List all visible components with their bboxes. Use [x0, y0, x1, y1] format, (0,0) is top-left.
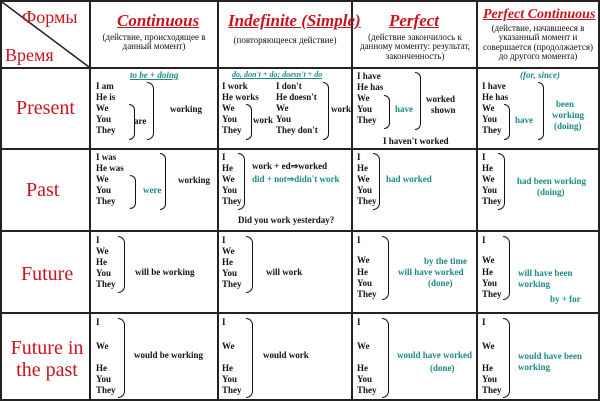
row-present: Present [16, 97, 75, 119]
header-simple: Indefinite (Simple) [228, 11, 361, 30]
row-future: Future [21, 263, 74, 285]
fitp-pcont-brace [503, 318, 510, 398]
future-perf-brace [382, 236, 389, 300]
past-pcont-phrase: had been working [517, 176, 587, 186]
present-perf-shown: shown [431, 105, 456, 115]
present-pcont-doing: (doing) [554, 121, 582, 131]
header-perfect-continuous-desc: (действие, начавшееся в указанный момент и совершается (продолжается) до другого момента) [483, 23, 593, 62]
grid-line [217, 0, 219, 401]
fitp-pcont-phrase: would have been working [518, 351, 583, 372]
future-simple-brace [246, 236, 253, 293]
fitp-perf-phrase: would have worked [397, 350, 473, 360]
present-perf-verb: worked [426, 94, 455, 104]
past-simple-brace [238, 153, 245, 210]
fitp-simple-phrase: would work [263, 350, 309, 360]
future-perf-done: (done) [428, 278, 453, 288]
present-perf-brace [384, 95, 390, 129]
present-cont-formula: to be + doing [130, 70, 179, 80]
past-perf-phrase: had worked [386, 174, 432, 184]
grid-line [351, 0, 353, 401]
past-simple-question: Did you work yesterday? [238, 215, 335, 225]
past-simple-rule-1: work + ed⇒worked [252, 161, 328, 171]
present-pcont-aux: have [515, 115, 533, 125]
header-continuous-desc: (действие, происходящее в данный момент) [102, 32, 206, 52]
past-cont-brace-big [160, 153, 166, 210]
present-cont-are: are [134, 116, 147, 126]
present-simple-formula: do, don't + do; doesn't + do [232, 70, 323, 79]
present-pcont-brace-big [538, 82, 544, 140]
header-perfect: Perfect [389, 11, 440, 30]
header-perfect-desc: (действие закончилось к данному моменту: результат, законченность) [359, 32, 471, 61]
present-simple-verb-2: work [331, 104, 351, 114]
present-pcont-been: been [556, 99, 574, 109]
present-simple-brace-2 [323, 82, 329, 140]
future-pcont-brace [503, 236, 510, 300]
present-perf-negative: I haven't worked [383, 136, 449, 146]
past-cont-aux: were [143, 185, 162, 195]
grid-line [476, 0, 478, 401]
fitp-perf-done: (done) [430, 363, 455, 373]
past-simple-rule-2: did + not⇒didn't work [252, 174, 340, 184]
past-pcont-doing: (doing) [537, 187, 565, 197]
header-continuous: Continuous [117, 11, 200, 30]
present-pcont-brace [504, 104, 510, 140]
header-simple-desc: (повторяющееся действие) [233, 35, 337, 45]
future-cont-brace [118, 236, 125, 293]
row-past: Past [26, 179, 60, 201]
past-perf-brace [373, 153, 380, 210]
corner-time: Время [5, 45, 54, 65]
corner-forms: Формы [22, 7, 78, 27]
present-pcont-working: working [552, 110, 585, 120]
future-perf-note: by the time [424, 256, 467, 266]
future-perf-phrase: will have worked [398, 267, 464, 277]
row-future-in-the-past: Future in the past [10, 337, 84, 381]
present-simple-verb: work [253, 115, 273, 125]
past-cont-verb: working [178, 175, 211, 185]
present-perf-brace-big [415, 72, 421, 130]
present-cont-brace-big [147, 82, 154, 140]
present-cont-verb: working [170, 104, 203, 114]
future-cont-phrase: will be working [135, 267, 195, 277]
past-cont-brace [130, 175, 136, 209]
fitp-cont-brace [118, 318, 125, 398]
present-perf-aux: have [395, 104, 413, 114]
fitp-cont-phrase: would be working [134, 350, 204, 360]
present-simple-brace [246, 104, 252, 140]
fitp-simple-brace [246, 318, 253, 398]
fitp-perf-brace [382, 318, 389, 398]
future-simple-phrase: will work [266, 267, 303, 277]
past-pcont-brace [498, 153, 505, 210]
tense-table: Формы Время Continuous (действие, происходящее в данный момент) Indefinite (Simple) (повторяющееся действие) Perfect (действие закончилось к данному моменту: результат, законченность) Perfect Continuous (действие, начавшееся в указанный момент и совершается (продолжается) до другого момента) Present Past Future Future in the past to be + doing I am He is We You They are working do, don't + do; doesn't + do I work He works We You They work I don't He doesn't We You They don't work I have He has We You They have worked shown I haven't worked (for, since) I have He has We You They have been working (doing) I was He was We You They were working I He We You They work + ed⇒worked did + not⇒didn't work Did you work yesterday? I He We You They had worked I He We You They had been working (doing) I We He You They will be working I We He You They will work I We He You They by the time will have worked (done) I We He You They will have been working by + for I We He You They would be working I We He You They would work I We He You They would have worked (done) I We He You They would have been working [0, 0, 600, 401]
future-pcont-phrase: will have been working [518, 268, 573, 289]
header-perfect-continuous: Perfect Continuous [483, 7, 596, 22]
present-pcont-formula: (for, since) [520, 70, 560, 80]
future-pcont-note: by + for [550, 294, 581, 304]
